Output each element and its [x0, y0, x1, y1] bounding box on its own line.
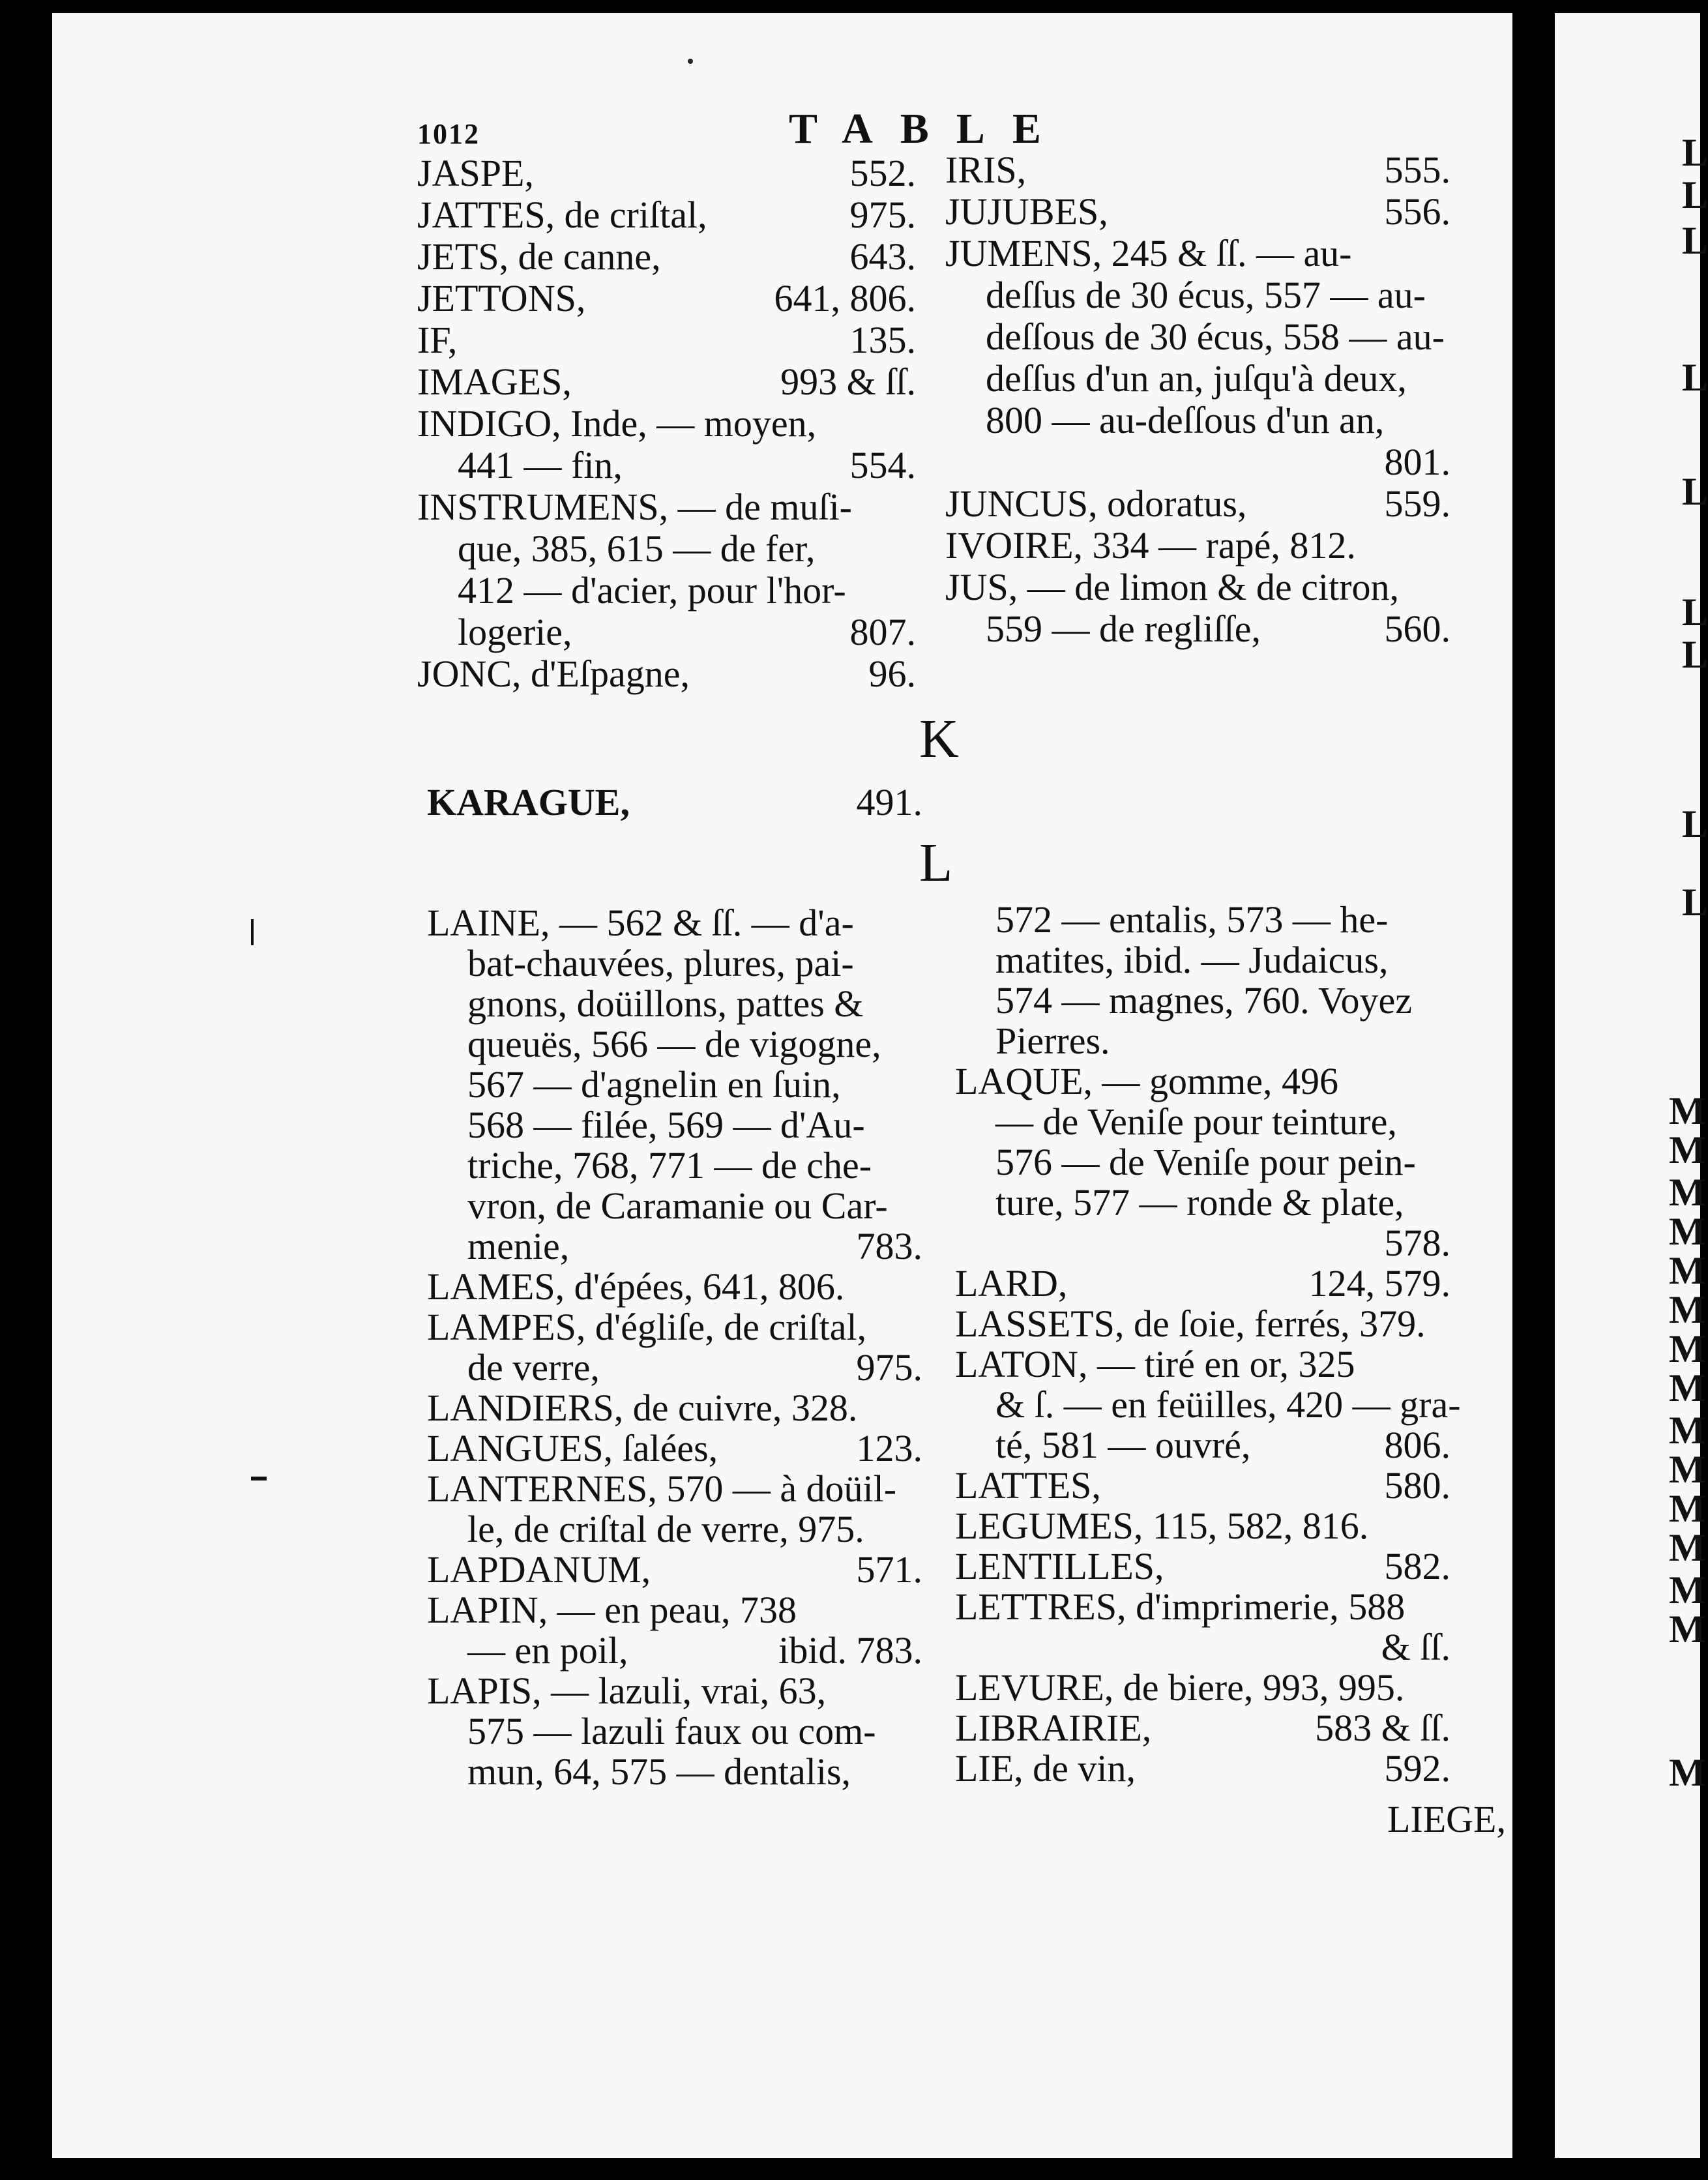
partial-letter-m: M — [1669, 1487, 1706, 1530]
left-book-page — [52, 13, 1512, 2158]
index-entry — [417, 570, 916, 611]
book-gutter — [1512, 0, 1555, 2180]
entry-pages: ibid. 783. — [778, 1629, 922, 1672]
partial-letter-l: L — [1682, 356, 1708, 399]
entry-pages: 578. — [1384, 1222, 1450, 1264]
entry-text: LAPIN, — en peau, 738 — [427, 1589, 797, 1631]
entry-text: vron, de Caramanie ou Car- — [467, 1185, 888, 1227]
entry-text: LENTILLES, — [955, 1545, 1164, 1587]
entry-text: deſſus d'un an, juſqu'à deux, — [986, 357, 1407, 400]
entry-pages: 592. — [1384, 1747, 1450, 1790]
entry-text: LIBRAIRIE, — [955, 1707, 1152, 1749]
index-entry — [427, 1590, 922, 1630]
entry-pages: 641, 806. — [774, 277, 916, 319]
index-entry — [427, 1388, 922, 1428]
entry-text: 568 — filée, 569 — d'Au- — [467, 1104, 865, 1146]
partial-letter-m: M — [1669, 1288, 1706, 1331]
index-entry — [945, 484, 1450, 524]
entry-pages: & ſſ. — [1381, 1626, 1450, 1668]
index-entry — [955, 1223, 1450, 1263]
index-entry — [417, 487, 916, 527]
partial-letter-l: L — [1682, 470, 1708, 513]
entry-text: 412 — d'acier, pour l'hor- — [458, 569, 846, 611]
entry-pages: 801. — [1384, 441, 1450, 483]
partial-letter-m: M — [1669, 1089, 1706, 1132]
entry-text: — de Veniſe pour teinture, — [995, 1100, 1397, 1143]
entry-text: deſſus de 30 écus, 557 — au- — [986, 274, 1426, 316]
entry-text: INSTRUMENS, — de muſi- — [417, 486, 852, 528]
partial-letter-m: M — [1669, 1327, 1706, 1370]
entry-text: JONC, d'Eſpagne, — [417, 653, 690, 695]
margin-mark — [251, 919, 254, 945]
index-entry — [955, 1142, 1450, 1183]
entry-text: le, de criſtal de verre, 975. — [467, 1508, 864, 1550]
entry-text: LATTES, — [955, 1464, 1101, 1507]
index-entry — [955, 1304, 1450, 1344]
partial-letter-l: L — [1682, 219, 1708, 262]
entry-text: JUMENS, 245 & ſſ. — au- — [945, 232, 1352, 274]
entry-pages: 975. — [856, 1346, 922, 1389]
section-letter-k: K — [919, 709, 959, 769]
entry-text: LAPIS, — lazuli, vrai, 63, — [427, 1670, 827, 1712]
entry-text: JETTONS, — [417, 277, 586, 319]
entry-text: 574 — magnes, 760. Voyez — [995, 979, 1413, 1022]
right-book-page — [1555, 13, 1708, 2158]
entry-text: LARD, — [955, 1262, 1068, 1304]
catchword — [1010, 1799, 1506, 1840]
index-entry — [417, 529, 916, 569]
index-entry — [955, 1748, 1450, 1789]
entry-text: — en poil, — [467, 1629, 628, 1672]
entry-text: LAINE, — 562 & ſſ. — d'a- — [427, 902, 854, 944]
entry-text: JUS, — de limon & de citron, — [945, 566, 1399, 608]
index-entry — [427, 1065, 922, 1105]
index-entry — [945, 400, 1450, 441]
entry-pages: 975. — [849, 194, 916, 236]
index-entry — [427, 1509, 922, 1550]
entry-text: 575 — lazuli faux ou com- — [467, 1710, 876, 1752]
margin-dash — [251, 1477, 267, 1480]
entry-pages: 491. — [856, 781, 922, 823]
entry-text: LANGUES, ſalées, — [427, 1427, 718, 1469]
entry-text: 559 — de regliſſe, — [986, 608, 1261, 650]
entry-text: IRIS, — [945, 149, 1027, 191]
page-number: 1012 — [417, 118, 480, 150]
entry-pages: 806. — [1384, 1424, 1450, 1466]
index-entry — [427, 1671, 922, 1711]
entry-text: 441 — fin, — [458, 444, 623, 486]
entry-pages: 556. — [1384, 190, 1450, 233]
partial-letter-m: M — [1669, 1526, 1706, 1569]
entry-text: LEVURE, de biere, 993, 995. — [955, 1666, 1405, 1709]
index-entry — [427, 1105, 922, 1145]
index-entry — [955, 1587, 1450, 1627]
entry-text: logerie, — [458, 611, 572, 653]
index-entry — [427, 1307, 922, 1348]
entry-pages: 559. — [1384, 482, 1450, 525]
index-entry — [955, 1627, 1450, 1668]
index-entry — [427, 1630, 922, 1671]
index-entry — [427, 1226, 922, 1267]
partial-letter-m: M — [1669, 1249, 1706, 1292]
entry-text: bat-chauvées, plures, pai- — [467, 942, 854, 984]
entry-pages: 993 & ſſ. — [780, 361, 916, 403]
index-entry — [955, 940, 1450, 980]
partial-letter-l: L — [1682, 591, 1708, 634]
index-entry — [945, 359, 1450, 399]
index-entry — [417, 237, 916, 277]
entry-text: LAQUE, — gomme, 496 — [955, 1060, 1338, 1102]
entry-text: IVOIRE, 334 — rapé, 812. — [945, 524, 1356, 567]
index-entry — [955, 1466, 1450, 1506]
partial-letter-m: M — [1669, 1448, 1706, 1491]
entry-text: mun, 64, 575 — dentalis, — [467, 1750, 851, 1793]
partial-letter-m: M — [1669, 1210, 1706, 1253]
partial-letter-l: L — [1682, 173, 1708, 216]
entry-pages: 124, 579. — [1308, 1262, 1450, 1304]
entry-text: té, 581 — ouvré, — [995, 1424, 1251, 1466]
partial-letter-l: L — [1682, 881, 1708, 924]
entry-pages: 580. — [1384, 1464, 1450, 1507]
entry-text: 572 — entalis, 573 — he- — [995, 898, 1389, 941]
index-entry — [945, 442, 1450, 482]
partial-letter-l: L — [1682, 633, 1708, 676]
entry-pages: 807. — [849, 611, 916, 653]
page-title: TABLE — [789, 105, 1068, 153]
partial-letter-m: M — [1669, 1608, 1706, 1651]
entry-pages: 583 & ſſ. — [1315, 1707, 1450, 1749]
partial-letter-m: M — [1669, 1409, 1706, 1452]
index-entry — [955, 1102, 1450, 1142]
index-entry — [945, 192, 1450, 232]
entry-pages: 582. — [1384, 1545, 1450, 1587]
index-entry — [955, 1021, 1450, 1061]
ink-speck — [688, 59, 693, 64]
entry-text: JETS, de canne, — [417, 235, 661, 278]
index-entry — [955, 1263, 1450, 1304]
index-entry — [427, 1145, 922, 1186]
index-entry — [945, 567, 1450, 608]
entry-pages: 552. — [849, 152, 916, 194]
index-entry — [417, 278, 916, 319]
entry-text: LANTERNES, 570 — à doüil- — [427, 1467, 897, 1510]
index-entry — [427, 1469, 922, 1509]
partial-letter-m: M — [1669, 1171, 1706, 1214]
index-entry — [955, 1546, 1450, 1587]
index-entry — [955, 900, 1450, 940]
index-entry — [945, 233, 1450, 274]
entry-text: KARAGUE, — [427, 781, 630, 823]
entry-pages: 96. — [868, 653, 916, 695]
index-entry — [417, 445, 916, 486]
entry-text: gnons, doüillons, pattes & — [467, 982, 864, 1025]
entry-text: LEGUMES, 115, 582, 816. — [955, 1505, 1369, 1547]
entry-pages: 783. — [856, 1225, 922, 1267]
entry-text: queuës, 566 — de vigogne, — [467, 1023, 881, 1065]
section-letter-l: L — [919, 832, 953, 893]
entry-text: LASSETS, de ſoie, ferrés, 379. — [955, 1303, 1426, 1345]
index-entry-karague — [427, 782, 922, 823]
partial-letter-m: M — [1669, 1128, 1706, 1171]
index-entry — [417, 362, 916, 402]
index-entry — [417, 654, 916, 694]
partial-letter-m: M — [1669, 1751, 1706, 1794]
index-entry — [427, 903, 922, 943]
index-entry — [427, 1024, 922, 1065]
index-entry — [945, 150, 1450, 190]
entry-pages: 560. — [1384, 608, 1450, 650]
entry-text: LETTRES, d'imprimerie, 588 — [955, 1585, 1406, 1628]
entry-text: 576 — de Veniſe pour pein- — [995, 1141, 1416, 1183]
index-entry — [427, 1550, 922, 1590]
index-entry — [417, 320, 916, 361]
index-entry — [955, 1183, 1450, 1223]
entry-text: IMAGES, — [417, 361, 572, 403]
index-entry — [427, 1186, 922, 1226]
index-entry — [417, 404, 916, 444]
index-entry — [945, 275, 1450, 316]
index-entry — [955, 1708, 1450, 1748]
entry-text: matites, ibid. — Judaicus, — [995, 939, 1389, 981]
entry-text: Pierres. — [995, 1020, 1110, 1062]
entry-pages: 555. — [1384, 149, 1450, 191]
entry-text: LAMPES, d'égliſe, de criſtal, — [427, 1306, 867, 1348]
entry-pages: 135. — [849, 319, 916, 361]
index-entry — [427, 1752, 922, 1792]
entry-text: INDIGO, Inde, — moyen, — [417, 402, 817, 445]
index-entry — [417, 612, 916, 653]
partial-letter-m: M — [1669, 1366, 1706, 1409]
entry-pages: 643. — [849, 235, 916, 278]
entry-pages: 571. — [856, 1548, 922, 1591]
index-entry — [955, 1383, 1461, 1426]
entry-text: 800 — au-deſſous d'un an, — [986, 399, 1385, 441]
entry-text: triche, 768, 771 — de che- — [467, 1144, 872, 1186]
entry-text: 567 — d'agnelin en ſuin, — [467, 1063, 841, 1106]
index-entry — [427, 1428, 922, 1469]
index-entry — [945, 609, 1450, 649]
index-entry — [427, 984, 922, 1024]
entry-text: LANDIERS, de cuivre, 328. — [427, 1387, 858, 1429]
index-entry — [955, 1344, 1450, 1385]
index-entry — [955, 1506, 1450, 1546]
entry-text: que, 385, 615 — de fer, — [458, 527, 816, 570]
entry-text: & ſ. — en feüilles, 420 — gra- — [995, 1383, 1461, 1426]
entry-text: LIE, de vin, — [955, 1747, 1136, 1790]
entry-text: JUNCUS, odoratus, — [945, 482, 1247, 525]
entry-text: menie, — [467, 1225, 570, 1267]
index-entry — [417, 153, 916, 194]
entry-text: IF, — [417, 319, 458, 361]
partial-letter-l: L — [1682, 803, 1708, 846]
index-entry — [427, 1711, 922, 1752]
index-entry — [945, 317, 1450, 357]
catchword-text: LIEGE, — [1387, 1798, 1506, 1840]
index-entry — [427, 1348, 922, 1388]
index-entry — [955, 1061, 1450, 1102]
entry-text: ture, 577 — ronde & plate, — [995, 1181, 1404, 1224]
index-entry — [427, 943, 922, 984]
entry-text: de verre, — [467, 1346, 600, 1389]
entry-text: LAPDANUM, — [427, 1548, 651, 1591]
entry-text: LAMES, d'épées, 641, 806. — [427, 1265, 845, 1308]
entry-pages: 123. — [856, 1427, 922, 1469]
partial-letter-m: M — [1669, 1569, 1706, 1612]
entry-text: JATTES, de criſtal, — [417, 194, 707, 236]
partial-letter-l: L — [1682, 131, 1708, 174]
entry-pages: 554. — [849, 444, 916, 486]
entry-text: LATON, — tiré en or, 325 — [955, 1343, 1355, 1385]
entry-text: JASPE, — [417, 152, 534, 194]
index-entry — [955, 980, 1450, 1021]
entry-text: deſſous de 30 écus, 558 — au- — [986, 316, 1445, 358]
index-entry — [955, 1668, 1450, 1708]
index-entry — [417, 195, 916, 235]
index-entry — [955, 1425, 1450, 1466]
entry-text: JUJUBES, — [945, 190, 1108, 233]
index-entry — [945, 525, 1450, 566]
index-entry — [427, 1267, 922, 1307]
